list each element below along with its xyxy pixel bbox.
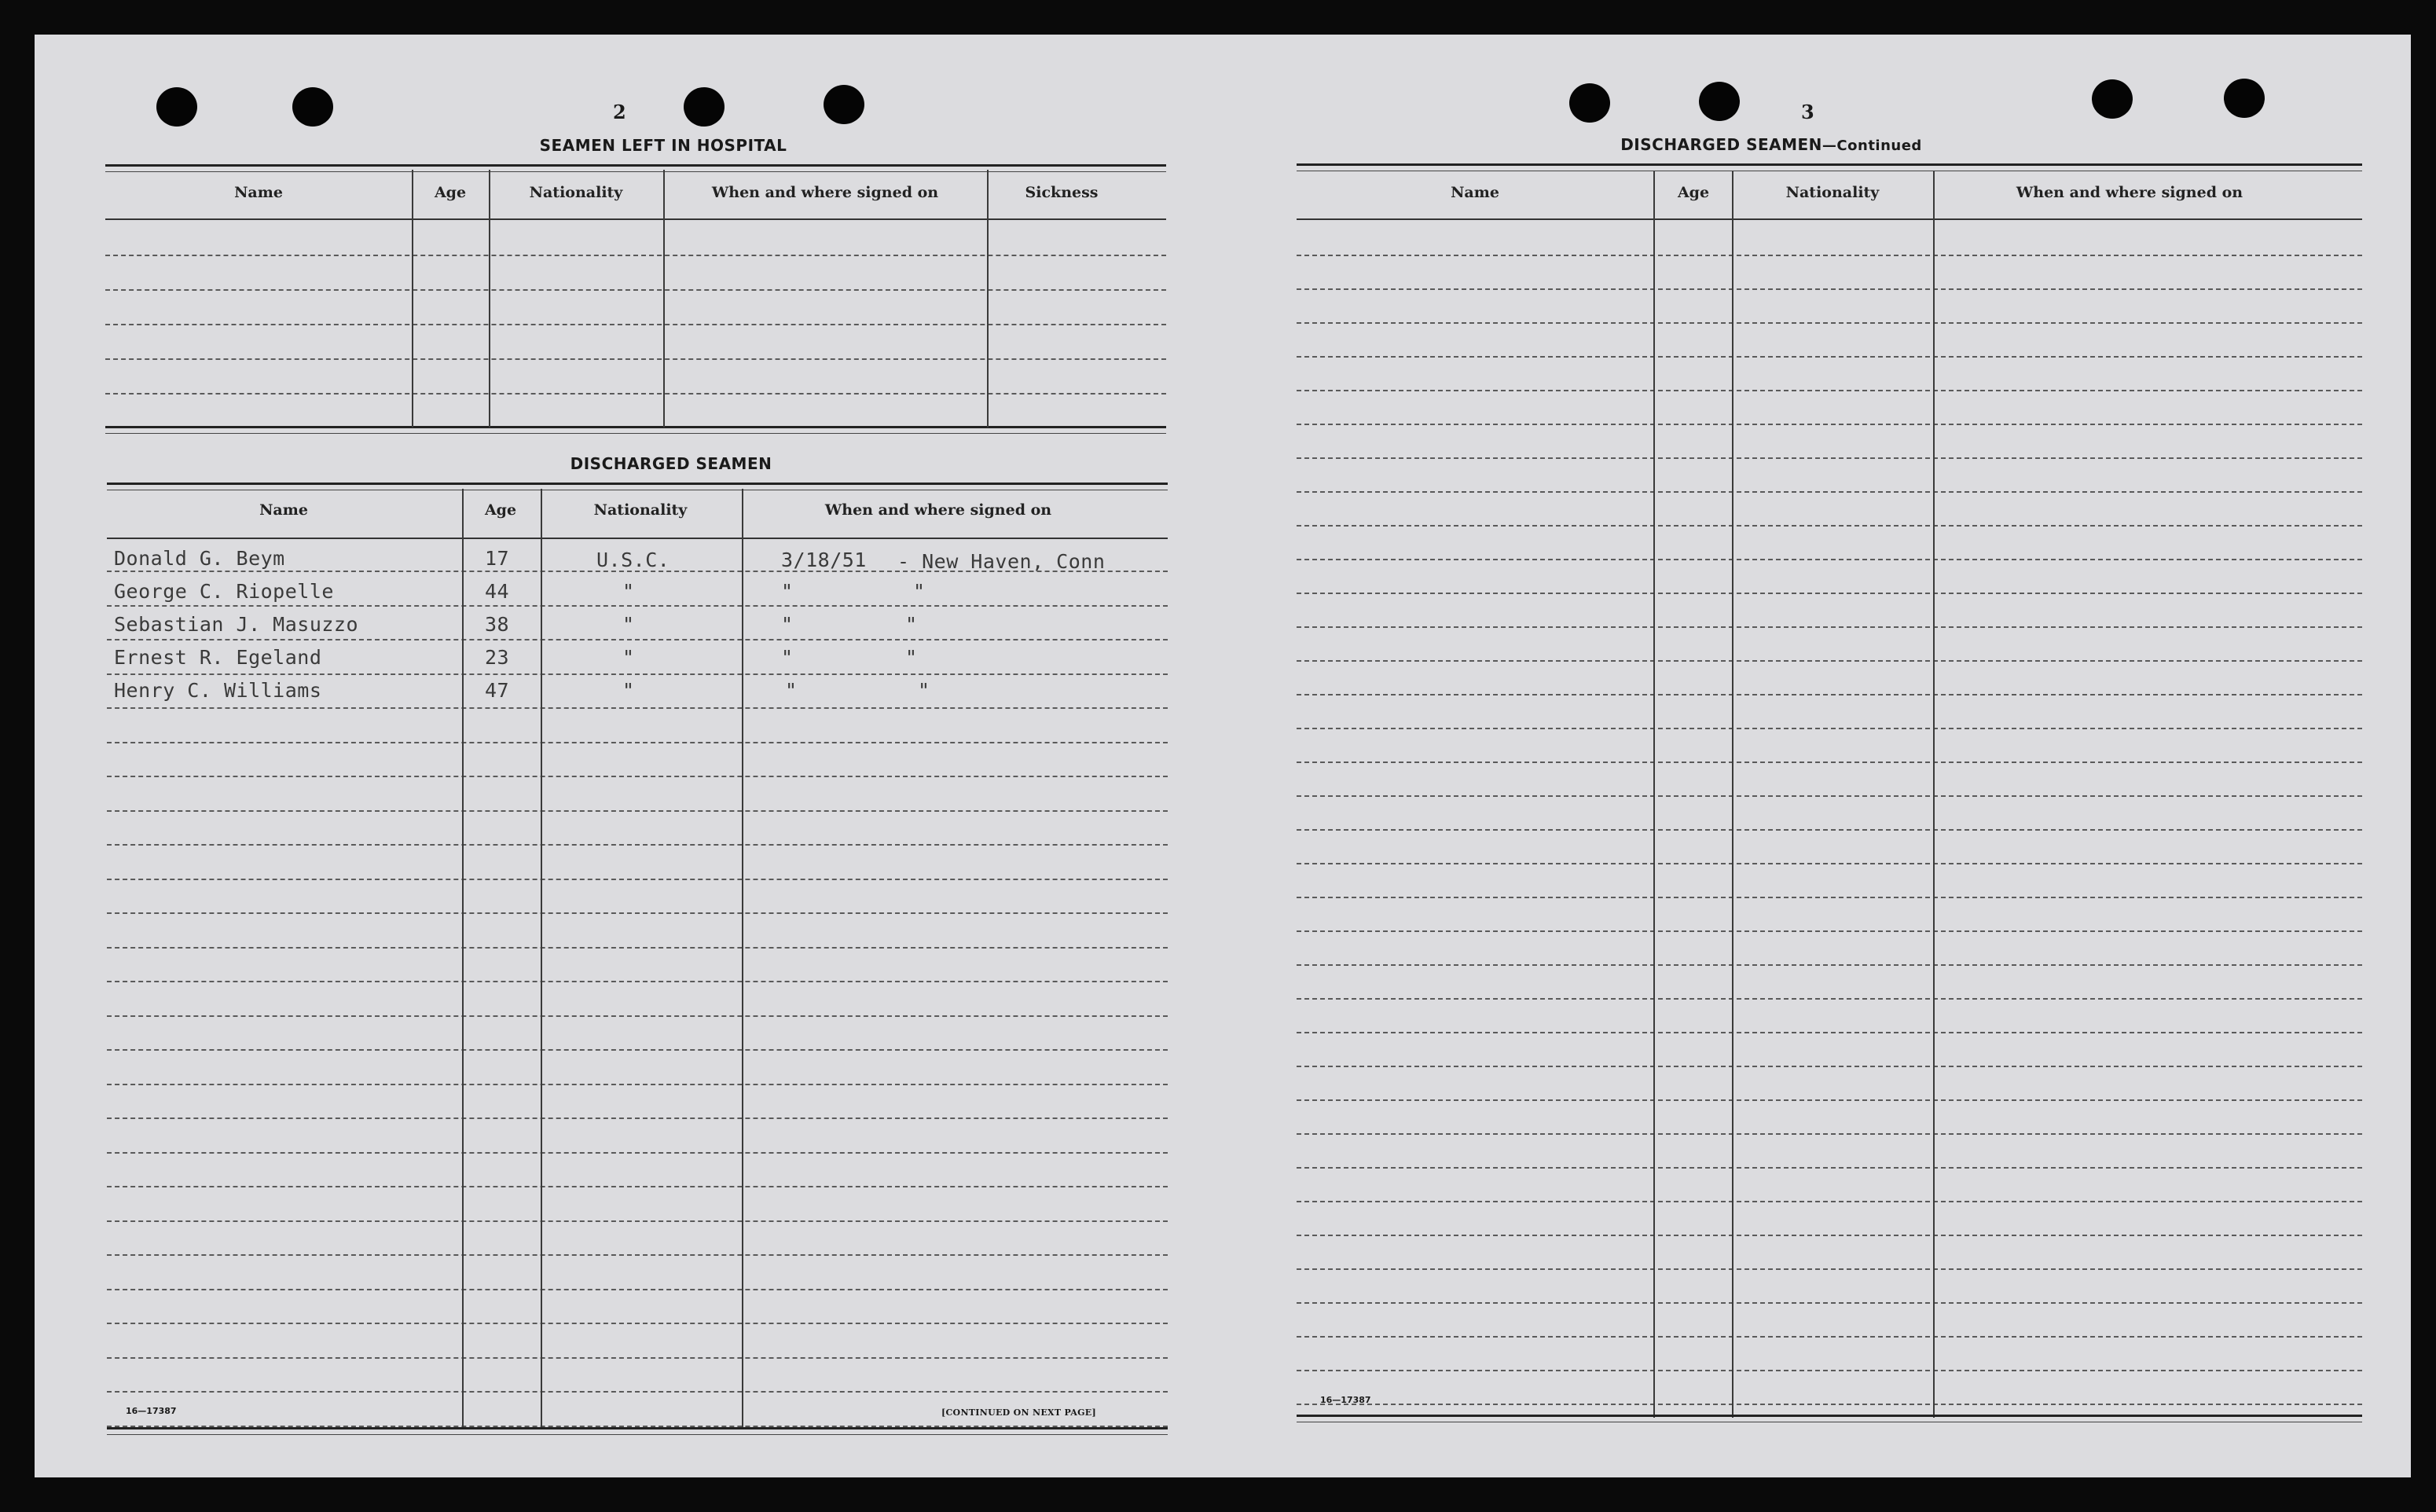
table-row-line	[1297, 1268, 2362, 1270]
table-row-line	[1297, 525, 2362, 527]
table-row-line	[107, 1152, 1168, 1154]
discharged-col-age: Age	[484, 501, 517, 519]
table-row-signed-date: "	[785, 679, 798, 702]
table-row-line	[1297, 322, 2362, 324]
table-row-line	[1297, 1404, 2362, 1405]
hospital-row-line	[105, 255, 1166, 256]
right-col-age: Age	[1677, 184, 1710, 201]
document-sheet	[35, 35, 2411, 1477]
table-row-nationality: "	[622, 613, 635, 636]
hospital-header-rule	[105, 218, 1166, 220]
table-row-line	[107, 639, 1168, 640]
right-page-title-main: DISCHARGED SEAMEN	[1620, 135, 1822, 154]
page-number-right: 3	[1801, 101, 1814, 123]
table-row-line	[1297, 255, 2362, 256]
table-row-line	[107, 1084, 1168, 1085]
table-row-line	[1297, 1066, 2362, 1067]
hospital-row-line	[105, 358, 1166, 360]
table-row-line	[107, 844, 1168, 846]
discharged-col-divider	[742, 489, 743, 1429]
table-row-age: 47	[485, 679, 510, 702]
table-row-age: 38	[485, 613, 510, 636]
hospital-col-signed-on: When and where signed on	[711, 184, 939, 201]
table-row-line	[1297, 1167, 2362, 1169]
hospital-col-nationality: Nationality	[529, 184, 623, 201]
table-row-line	[1297, 897, 2362, 898]
table-row-line	[107, 1391, 1168, 1393]
table-row-line	[1297, 795, 2362, 797]
table-row-line	[1297, 829, 2362, 831]
punch-hole	[1699, 82, 1740, 121]
table-row-age: 23	[485, 646, 510, 669]
table-row-line	[1297, 356, 2362, 358]
table-row-signed-date: "	[781, 580, 794, 603]
table-row-line	[1297, 964, 2362, 966]
table-row-signed-place: "	[905, 613, 918, 636]
table-row-line	[107, 1117, 1168, 1119]
table-row-name: Sebastian J. Masuzzo	[114, 613, 359, 636]
right-table-bottom-rule	[1297, 1415, 2362, 1422]
discharged-header-rule	[107, 538, 1168, 539]
hospital-col-divider	[489, 170, 490, 428]
table-row-line	[1297, 288, 2362, 290]
table-row-line	[1297, 457, 2362, 459]
hospital-col-age: Age	[434, 184, 467, 201]
table-row-line	[107, 1254, 1168, 1256]
punch-hole	[2224, 79, 2265, 118]
table-row-age: 17	[485, 547, 510, 570]
hospital-col-divider	[412, 170, 413, 428]
table-row-line	[107, 879, 1168, 880]
form-number-right: 16—17387	[1320, 1395, 1371, 1405]
table-row-line	[107, 1323, 1168, 1324]
table-row-signed-place: "	[913, 580, 926, 603]
table-row-line	[107, 742, 1168, 743]
punch-hole	[2092, 79, 2133, 119]
table-row-nationality: "	[622, 679, 635, 702]
table-row-line	[1297, 390, 2362, 391]
table-row-name: George C. Riopelle	[114, 580, 334, 603]
hospital-col-divider	[987, 170, 989, 428]
table-row-name: Donald G. Beym	[114, 547, 285, 570]
punch-hole	[684, 87, 725, 127]
discharged-table-bottom-rule	[107, 1427, 1168, 1435]
table-row-nationality: "	[622, 646, 635, 669]
discharged-col-nationality: Nationality	[593, 501, 688, 519]
table-row-line	[1297, 694, 2362, 695]
table-row-line	[1297, 998, 2362, 1000]
table-row-name: Ernest R. Egeland	[114, 646, 322, 669]
table-row-line	[1297, 626, 2362, 628]
table-row-line	[107, 912, 1168, 914]
table-row-line	[107, 1015, 1168, 1017]
hospital-section-title: SEAMEN LEFT IN HOSPITAL	[539, 136, 787, 155]
punch-hole	[292, 87, 333, 127]
table-row-line	[107, 707, 1168, 709]
discharged-table-top-rule	[107, 483, 1168, 490]
table-row-line	[107, 776, 1168, 777]
table-row-line	[107, 1220, 1168, 1222]
table-row-line	[107, 673, 1168, 675]
right-page-title-suffix: —Continued	[1821, 138, 1922, 154]
table-row-line	[1297, 660, 2362, 662]
hospital-table-bottom-rule	[105, 426, 1166, 434]
hospital-col-name: Name	[234, 184, 283, 201]
table-row-line	[1297, 1133, 2362, 1135]
discharged-section-title: DISCHARGED SEAMEN	[570, 454, 772, 473]
hospital-row-line	[105, 393, 1166, 395]
table-row-line	[107, 981, 1168, 982]
hospital-col-divider	[663, 170, 665, 428]
table-row-line	[1297, 559, 2362, 560]
punch-hole	[824, 85, 864, 124]
hospital-row-line	[105, 324, 1166, 325]
table-row-signed-place: "	[905, 646, 918, 669]
table-row-age: 44	[485, 580, 510, 603]
form-number-left: 16—17387	[126, 1406, 177, 1416]
table-row-line	[1297, 1370, 2362, 1371]
table-row-signed-date: "	[781, 646, 794, 669]
table-row-line	[1297, 762, 2362, 763]
table-row-line	[1297, 593, 2362, 594]
right-table-top-rule	[1297, 163, 2362, 171]
table-row-line	[107, 605, 1168, 607]
right-col-divider	[1933, 171, 1935, 1418]
discharged-col-divider	[541, 489, 542, 1429]
table-row-line	[107, 1186, 1168, 1187]
table-row-line	[107, 1357, 1168, 1359]
table-row-signed-date: "	[781, 613, 794, 636]
table-row-line	[107, 947, 1168, 949]
discharged-col-divider	[462, 489, 464, 1429]
table-row-line	[107, 1049, 1168, 1051]
table-row-line	[1297, 863, 2362, 864]
discharged-col-signed-on: When and where signed on	[824, 501, 1052, 519]
hospital-row-line	[105, 289, 1166, 291]
table-row-line	[1297, 1302, 2362, 1304]
table-row-line	[1297, 1336, 2362, 1338]
punch-hole	[1569, 83, 1610, 123]
discharged-col-name: Name	[259, 501, 308, 519]
hospital-table-top-rule	[105, 164, 1166, 172]
table-row-nationality: U.S.C.	[596, 549, 670, 571]
right-col-divider	[1732, 171, 1733, 1418]
table-row-signed-date: 3/18/51	[781, 549, 867, 571]
right-header-rule	[1297, 218, 2362, 220]
hospital-col-sickness: Sickness	[1025, 184, 1099, 201]
table-row-line	[1297, 1032, 2362, 1033]
page-number-left: 2	[613, 101, 626, 123]
table-row-line	[1297, 491, 2362, 493]
right-col-nationality: Nationality	[1785, 184, 1880, 201]
table-row-line	[107, 810, 1168, 812]
table-row-line	[1297, 1099, 2362, 1101]
right-col-divider	[1653, 171, 1655, 1418]
table-row-line	[1297, 1201, 2362, 1202]
table-row-line	[1297, 424, 2362, 425]
table-row-line	[1297, 728, 2362, 729]
punch-hole	[156, 87, 197, 127]
right-col-name: Name	[1451, 184, 1499, 201]
right-col-signed-on: When and where signed on	[2016, 184, 2243, 201]
table-row-name: Henry C. Williams	[114, 679, 322, 702]
right-page-title	[1567, 135, 1976, 154]
table-row-line	[1297, 930, 2362, 932]
table-row-line	[107, 1289, 1168, 1290]
continued-note: [CONTINUED ON NEXT PAGE]	[941, 1407, 1096, 1418]
table-row-signed-place: "	[918, 679, 930, 702]
table-row-nationality: "	[622, 580, 635, 603]
table-row-signed-place: - New Haven, Conn	[897, 550, 1106, 573]
table-row-line	[1297, 1235, 2362, 1236]
